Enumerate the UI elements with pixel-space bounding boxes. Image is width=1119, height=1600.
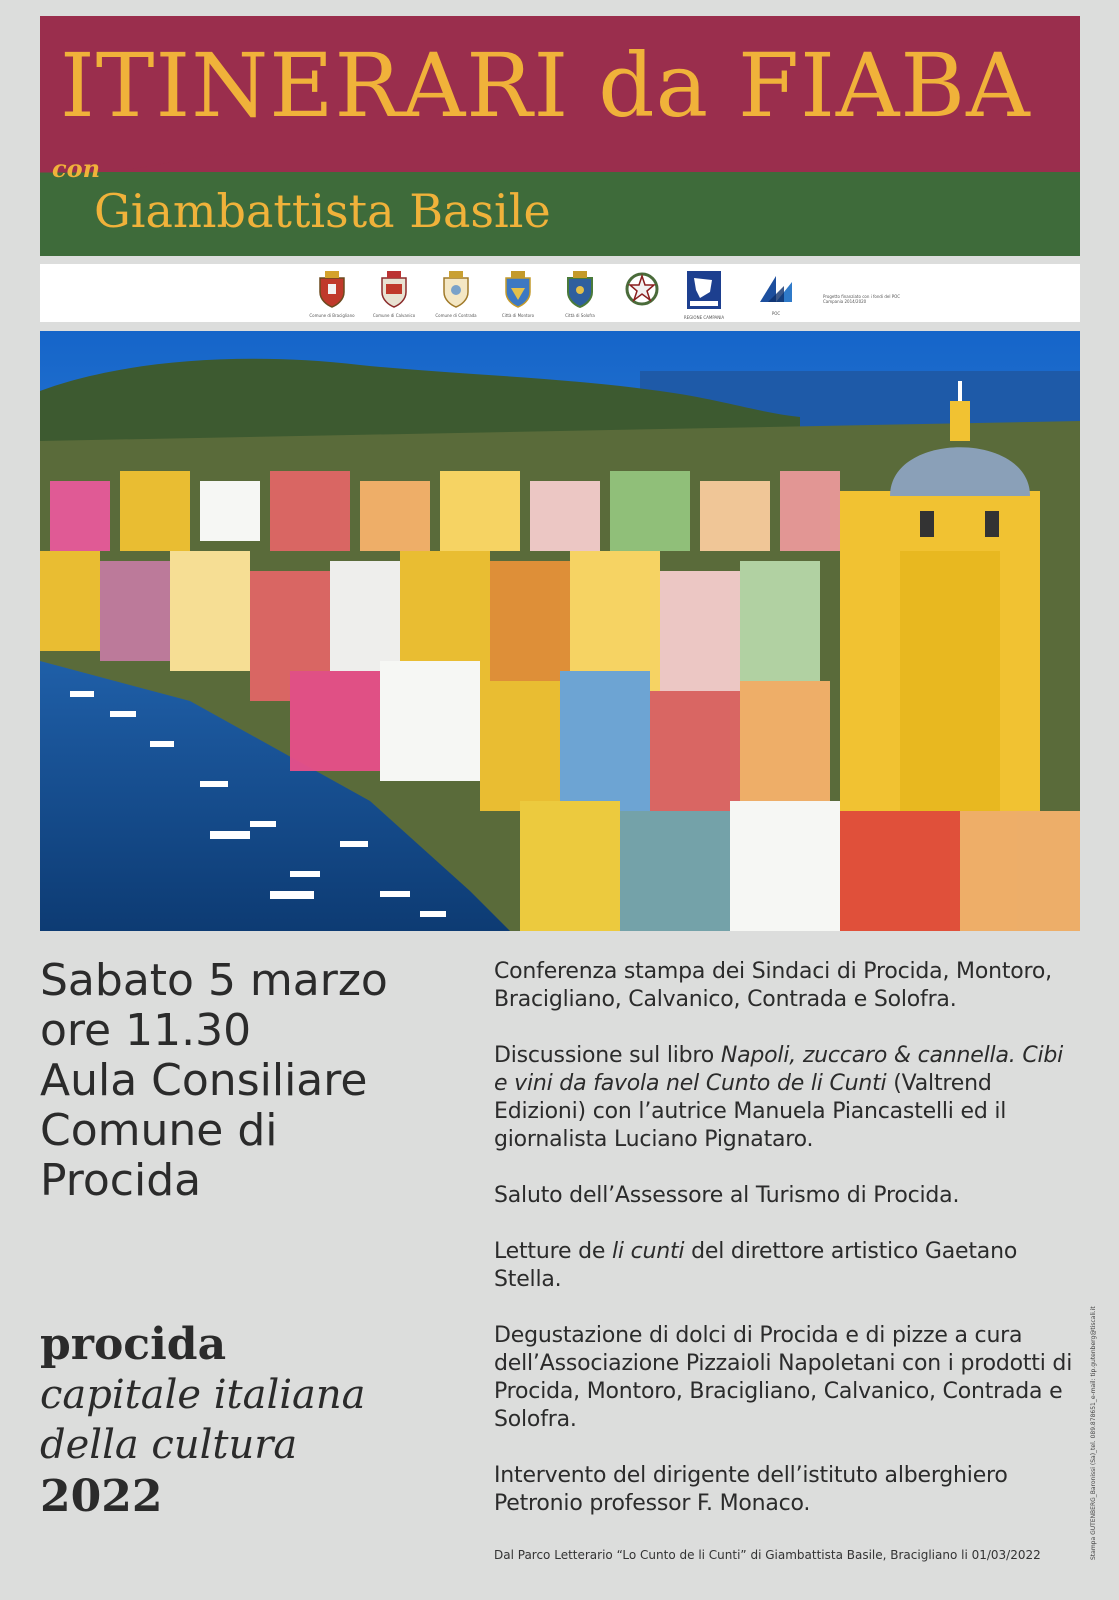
event-details — [40, 956, 460, 1206]
logo-caption: POC — [771, 311, 781, 316]
regione-campania-logo-icon — [674, 270, 734, 322]
event-venue-line2: Comune di — [40, 1105, 278, 1156]
logo-funding-note: Progetto finanziato con i fondi del POC Campania 2014/2020 — [823, 294, 901, 304]
book-discussion-intro: Discussione sul libro — [494, 1043, 721, 1068]
logo-caption: Città di Montoro — [501, 313, 535, 318]
program-tasting: Degustazione di dolci di Procida e di pizze a cura dell’Associazione Pizzaioli Napoletani con i prodotti di Procida, Montoro, Bracigliano, Calvanico, Contrada e Solofra. — [494, 1323, 1073, 1432]
program-speech: Intervento del dirigente dell’istituto alberghiero Petronio professor F. Monaco. — [494, 1463, 1008, 1516]
page-subtitle: Giambattista Basile — [94, 184, 551, 238]
capital-line2: capitale italiana — [40, 1372, 366, 1418]
readings-intro: Letture de — [494, 1239, 612, 1264]
capital-city: procida — [40, 1319, 227, 1370]
logo-caption: Comune di Bracigliano — [309, 313, 355, 318]
crest-icon — [550, 270, 610, 322]
event-date: Sabato 5 marzo — [40, 955, 388, 1006]
crest-icon — [426, 270, 486, 322]
logo-caption: Comune di Calvanico — [372, 313, 416, 318]
crest-icon — [488, 270, 548, 322]
title-con: con — [52, 154, 101, 183]
program-press-conference: Conferenza stampa dei Sindaci di Procida, Montoro, Bracigliano, Calvanico, Contrada e Solofra. — [494, 959, 1052, 1012]
poc-logo-icon — [746, 270, 806, 322]
capital-year: 2022 — [40, 1471, 163, 1522]
capital-line3: della cultura — [40, 1422, 298, 1468]
crest-icon — [364, 270, 424, 322]
procida-harbor-photo — [40, 331, 1080, 931]
event-time: ore 11.30 — [40, 1005, 252, 1056]
event-venue: Aula Consiliare — [40, 1055, 368, 1106]
page-title: ITINERARI da FIABA — [60, 34, 1031, 137]
program-readings — [494, 1238, 1079, 1294]
readings-cunti: li cunti — [611, 1239, 685, 1264]
italian-republic-emblem-icon — [612, 270, 672, 322]
program-book-discussion — [494, 1042, 1079, 1154]
event-program — [494, 958, 1079, 1546]
logo-caption: REGIONE CAMPANIA — [683, 315, 725, 320]
logo-caption: Comune di Contrada — [435, 313, 477, 318]
footer-note: Dal Parco Letterario “Lo Cunto de li Cunti” di Giambattista Basile, Bracigliano li 01/03/2022 — [494, 1548, 1041, 1562]
sponsor-logo-strip — [40, 264, 1080, 322]
event-venue-line3: Procida — [40, 1155, 202, 1206]
logo-caption: Città di Solofra — [565, 313, 595, 318]
program-greeting: Saluto dell’Assessore al Turismo di Procida. — [494, 1183, 960, 1208]
printer-credit-text: Stampa GUTENBERG_Baronissi (Sa)_tel. 089.878651_e-mail: tip.gutenberg@tiscali.it — [1090, 1306, 1097, 1560]
printer-credit — [1090, 1306, 1104, 1560]
readings-details: del direttore artistico Gaetano Stella. — [494, 1239, 1018, 1292]
capital-of-culture — [40, 1320, 460, 1524]
book-title: Napoli, zuccaro & cannella. Cibi e vini da favola nel Cunto de li Cunti — [494, 1043, 1064, 1096]
book-discussion-details: (Valtrend Edizioni) con l’autrice Manuela Piancastelli ed il giornalista Luciano Pignataro. — [494, 1071, 1007, 1152]
crest-icon — [302, 270, 362, 322]
